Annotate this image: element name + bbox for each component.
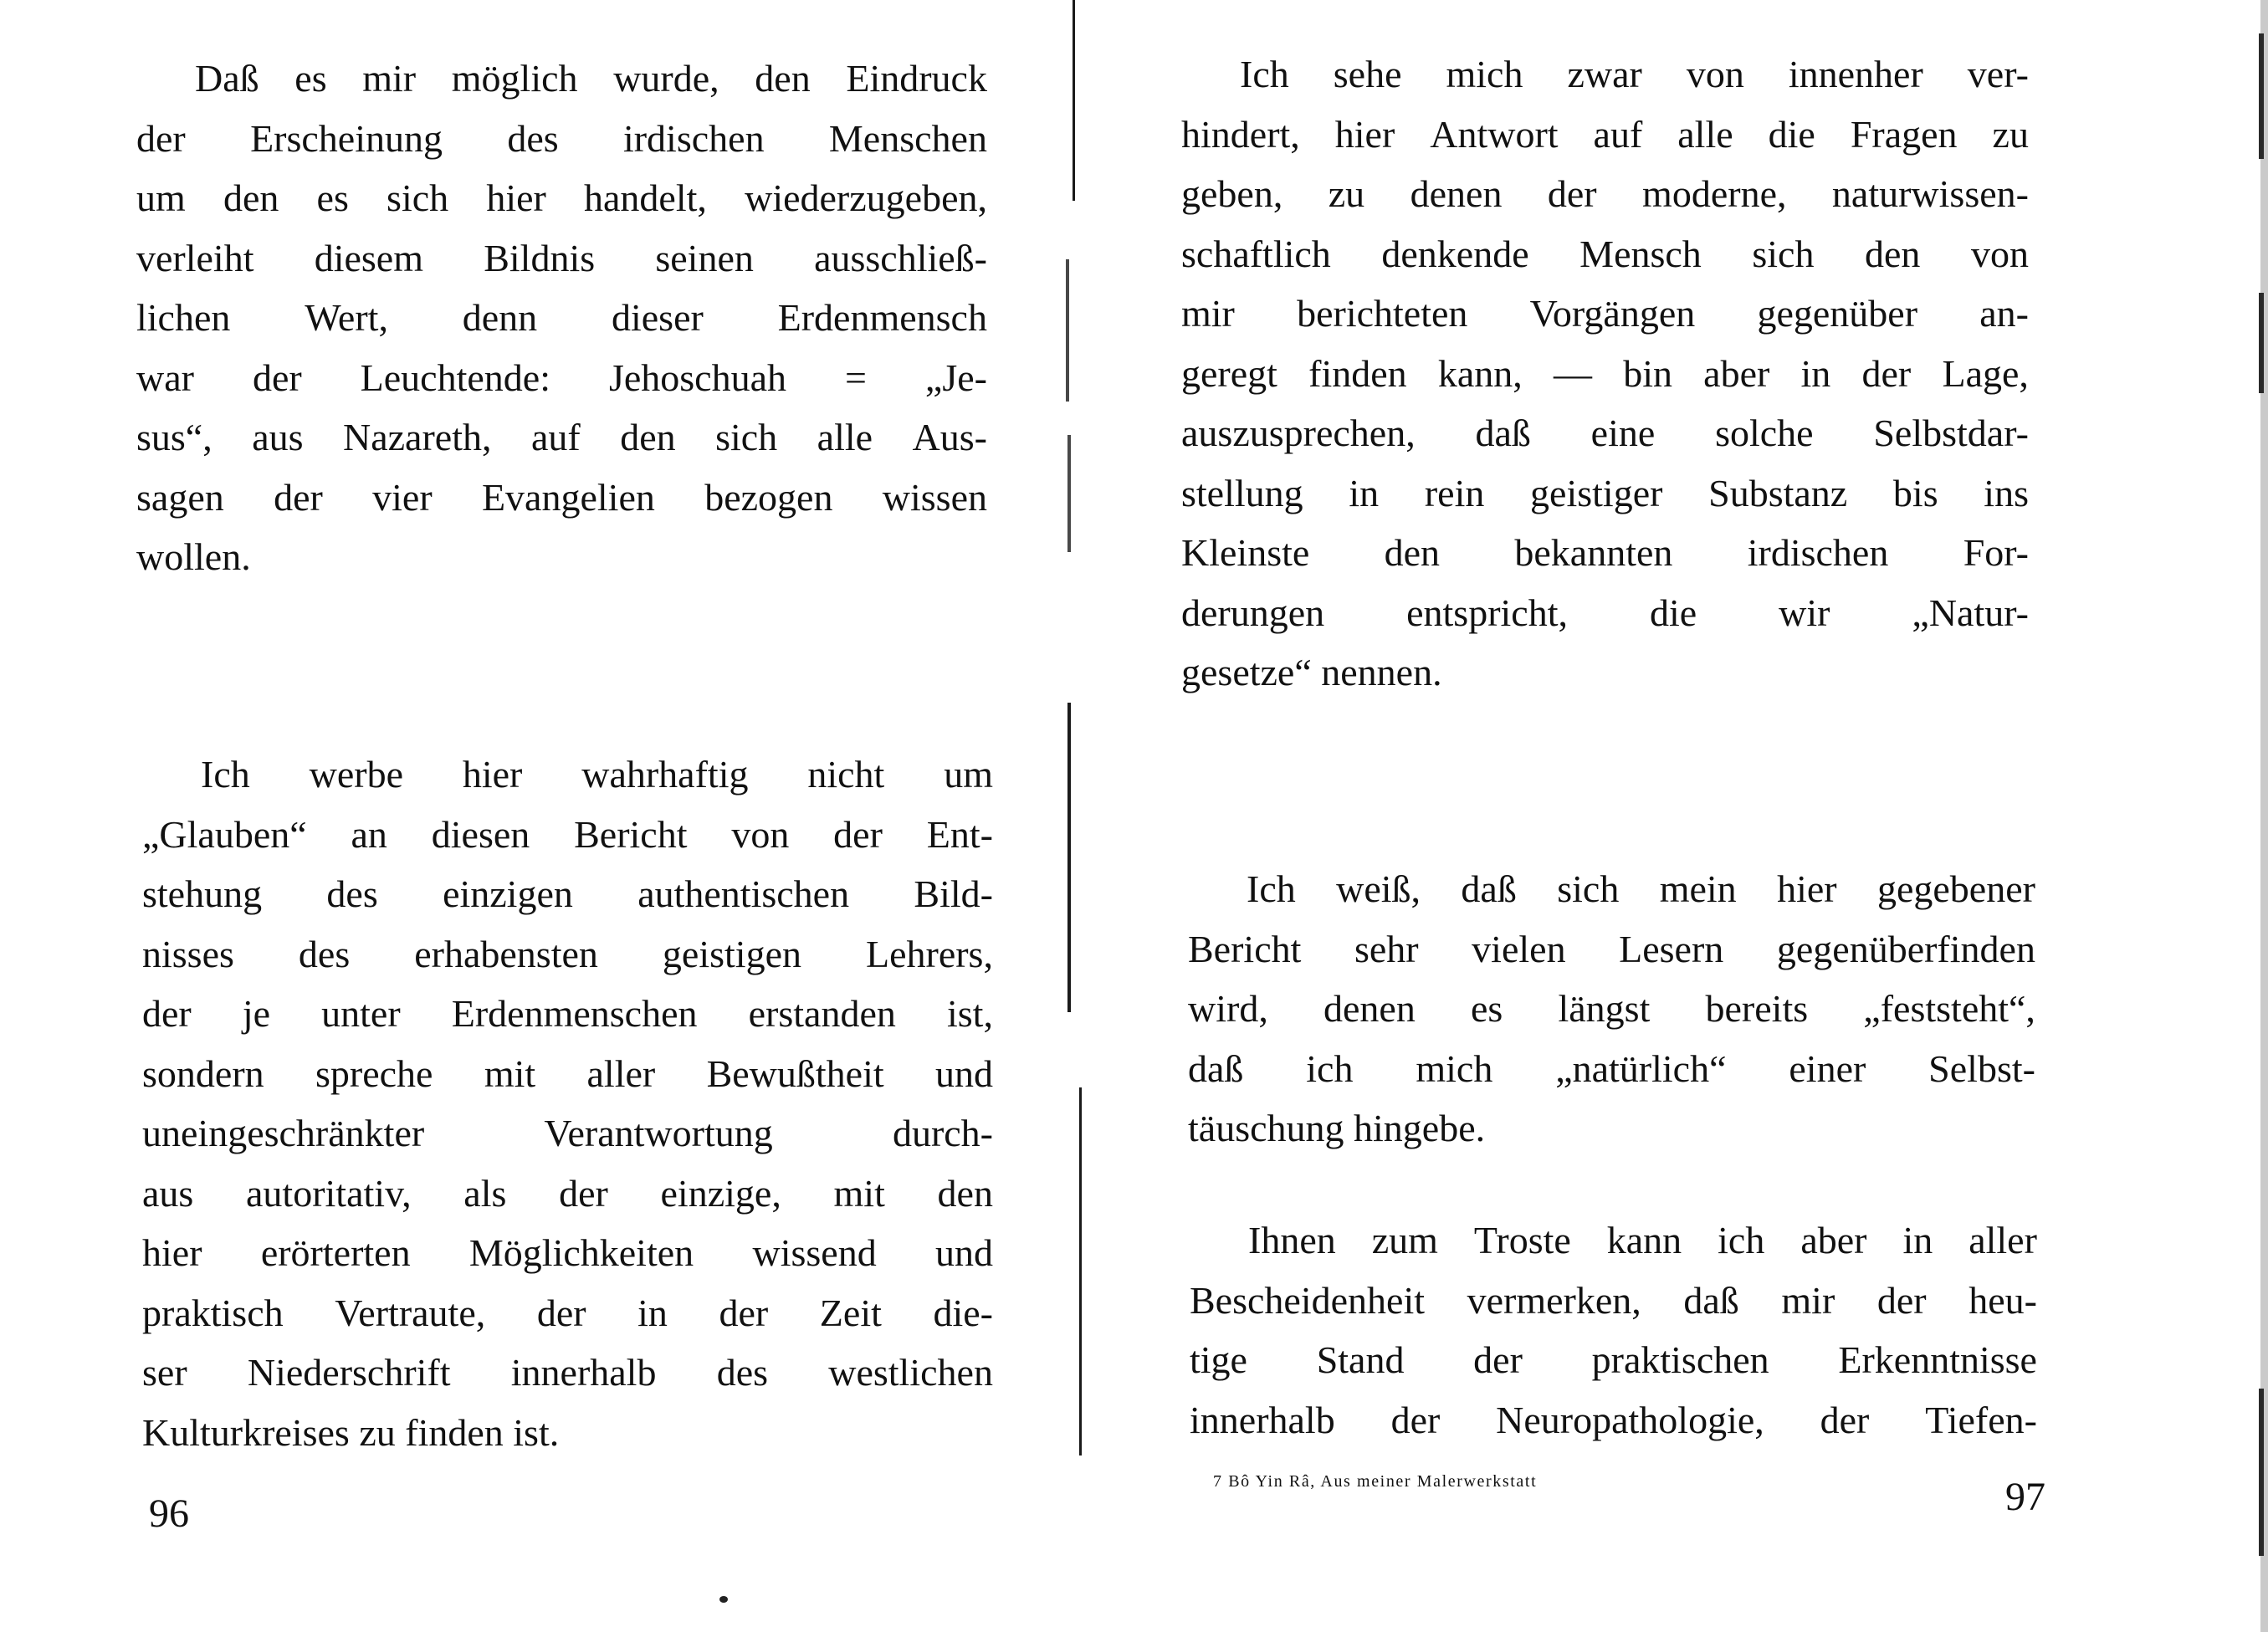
word: wissen [882,475,987,519]
word: finden [1308,351,1407,395]
word: Neuropathologie, [1496,1398,1764,1441]
word: die [1649,591,1697,634]
word: der [1861,351,1912,395]
word: Bericht [574,812,688,856]
word: auf [530,416,581,458]
word: der [1473,1338,1523,1381]
word: autoritativ, [246,1171,412,1215]
text-line [142,1223,993,1283]
word: Tiefen- [1925,1398,2037,1441]
word: stehung [142,872,263,915]
word: spreche [315,1051,433,1095]
word: vermerken, [1467,1278,1641,1322]
text-line [136,288,987,348]
word: Ich [201,753,250,796]
text-line [142,805,993,865]
word: Kleinste [1181,531,1310,574]
word: mit [833,1171,885,1215]
word: aller [1969,1219,2037,1261]
word: hier [142,1231,202,1274]
gutter-line [1066,259,1069,402]
word: „Je- [924,356,987,399]
word: Daß [195,57,259,100]
word: bezogen [704,475,833,519]
word: bis [1892,471,1938,514]
word: die- [933,1291,993,1334]
left-paragraph-1 [136,49,987,587]
word: Verantwortung [544,1112,773,1154]
text-line [1181,284,2029,344]
scan-edge [2259,1389,2264,1556]
word: sich [715,416,778,458]
word: erstanden [748,992,896,1035]
word: daß [1683,1278,1739,1322]
word: geistiger [1530,471,1663,514]
word: tige [1190,1338,1247,1381]
word: Ent- [926,812,993,856]
word: Leuchtende: [360,356,550,399]
word: innenher [1788,53,1923,95]
word: innerhalb [510,1351,657,1394]
word: den [1865,232,1921,275]
word: mein [1659,867,1737,910]
word: praktischen [1591,1338,1769,1381]
word: geregt [1181,351,1277,395]
word: wahrhaftig [581,753,749,796]
word: den [755,57,811,100]
word: Erkenntnisse [1838,1338,2037,1381]
word: moderne, [1642,172,1787,215]
right-paragraph-2 [1188,859,2035,1159]
word: — [1553,351,1592,395]
word: diesen [431,812,530,856]
text-line [142,1283,993,1343]
word: und [934,1051,993,1095]
word: der [252,356,302,399]
word: wird, [1188,987,1268,1030]
word: sehe [1333,53,1402,95]
text-line [142,1103,993,1164]
word: heu- [1969,1278,2037,1322]
text-line [142,1164,993,1224]
text-line [1181,344,2029,404]
word: ich [1718,1219,1765,1261]
word: Selbstdar- [1873,412,2029,454]
word: war [136,356,194,399]
word: einer [1789,1046,1866,1090]
word: derungen [1181,591,1325,634]
word: Mensch [1579,232,1702,275]
word: kann [1606,1219,1682,1261]
word: Ich [1240,53,1289,95]
word: auf [1593,112,1643,156]
text-line [1190,1271,2037,1331]
word: denen [1323,987,1416,1030]
word: unter [321,992,401,1035]
word: = [844,356,867,399]
text-line: wollen. [136,535,251,578]
word: Niederschrift [247,1351,451,1394]
word: mich [1416,1046,1493,1090]
word: nicht [807,753,885,796]
word: die [1768,112,1815,156]
text-line [1190,1210,2037,1271]
word: For- [1963,531,2029,574]
word: Wert, [305,296,388,339]
word: mir [362,57,417,100]
scan-edge [2260,0,2268,1632]
word: den [937,1171,993,1215]
word: kann, [1437,351,1523,395]
word: Substanz [1708,471,1848,514]
word: Aus- [912,416,987,458]
word: daß [1188,1046,1244,1090]
text-line [142,924,993,985]
word: der [136,116,186,160]
word: sagen [136,475,224,519]
word: wissend [752,1231,877,1274]
word: weiß, [1336,867,1421,910]
word: „natürlich“ [1555,1046,1727,1090]
word: Vorgängen [1529,292,1696,335]
word: hier [1334,112,1395,156]
word: irdischen [1747,531,1889,574]
text-line [142,864,993,924]
right-paragraph-3 [1190,1210,2037,1450]
word: um [136,177,186,219]
word: Evangelien [481,475,655,519]
word: der [274,475,323,519]
word: ins [1984,471,2029,514]
text-line [1181,463,2029,524]
word: Lage, [1942,351,2029,395]
text-line: Kulturkreises zu finden ist. [142,1410,560,1454]
word: geistigen [662,932,801,975]
text-line [1181,44,2029,105]
word: hier [1777,867,1837,910]
word: denen [1410,172,1503,215]
word: denkende [1381,232,1529,275]
word: Erdenmenschen [451,992,698,1035]
word: der [1547,172,1597,215]
word: durch- [892,1112,993,1154]
word: bin [1623,351,1672,395]
word: der [1390,1398,1441,1441]
right-page [1079,0,2268,1632]
scan-edge [2259,33,2264,159]
word: der [559,1171,608,1215]
word: innerhalb [1190,1398,1335,1441]
word: Erscheinung [250,116,443,160]
word: daß [1461,867,1517,910]
word: an- [1979,292,2029,335]
word: irdischen [622,116,765,160]
text-line [136,109,987,169]
word: aber [1703,351,1770,395]
word: der [142,992,192,1035]
word: den [1384,531,1441,574]
text-line [142,1044,993,1104]
word: je [242,992,271,1035]
word: den [223,177,279,219]
word: solche [1715,412,1814,454]
word: des [507,116,559,160]
page-number-right: 97 [2005,1475,2045,1519]
word: ausschließ- [814,236,987,279]
word: nisses [142,932,234,975]
word: praktisch [142,1291,284,1334]
word: Zeit [819,1291,882,1334]
word: Ihnen [1248,1219,1336,1261]
text-line [1181,105,2029,165]
gutter-line [1073,0,1075,201]
word: handelt, [584,177,707,219]
word: von [1970,232,2029,275]
word: alle [817,416,873,458]
word: zwar [1567,53,1642,95]
word: Vertraute, [335,1291,486,1334]
text-line [136,468,987,528]
text-line [1188,979,2035,1039]
word: sehr [1354,927,1419,970]
word: Bericht [1188,927,1302,970]
text-line: gesetze“ nennen. [1181,651,1442,693]
word: gegebener [1876,867,2035,910]
word: aller [586,1051,656,1095]
word: mir [1181,292,1235,335]
gutter-line [1067,435,1071,552]
text-line [1190,1390,2037,1450]
text-line [1181,403,2029,463]
word: alle [1677,112,1733,156]
text-line [1190,1330,2037,1390]
text-line [1188,1039,2035,1099]
word: vielen [1472,927,1566,970]
word: Eindruck [846,57,987,100]
word: sich [387,177,449,219]
word: mit [484,1051,536,1095]
left-paragraph-2 [142,744,993,1462]
text-line [1181,583,2029,643]
word: des [716,1351,769,1394]
word: sich [1557,867,1620,910]
word: berichteten [1297,292,1468,335]
word: wurde, [613,57,719,100]
word: schaftlich [1181,232,1331,275]
word: gegenüberfinden [1776,927,2035,970]
word: Antwort [1430,112,1559,156]
word: Bild- [914,872,993,915]
word: „Glauben“ [142,812,307,856]
right-paragraph-1 [1181,44,2029,703]
text-line [136,168,987,228]
word: zum [1371,1219,1438,1261]
word: des [326,872,378,915]
text-line [136,228,987,289]
word: der [833,812,883,856]
word: auszusprechen, [1181,412,1416,454]
word: gegenüber [1757,292,1918,335]
word: lichen [136,296,231,339]
word: Menschen [828,116,987,160]
word: geben, [1181,172,1283,215]
word: Lesern [1619,927,1724,970]
text-line [142,1343,993,1403]
word: einzigen [443,872,573,915]
word: „feststeht“, [1863,987,2035,1030]
word: Fragen [1850,112,1958,156]
word: sondern [142,1051,264,1095]
word: stellung [1181,471,1303,514]
word: authentischen [637,872,850,915]
word: von [731,812,790,856]
text-line [1181,224,2029,284]
text-line [142,984,993,1044]
word: bekannten [1514,531,1673,574]
word: sich [1752,232,1815,275]
word: Troste [1473,1219,1571,1261]
word: sus“, [136,416,212,458]
word: eine [1590,412,1656,454]
word: entspricht, [1406,591,1569,634]
word: des [298,932,351,975]
word: Selbst- [1928,1046,2035,1090]
word: Bescheidenheit [1190,1278,1426,1322]
word: westlichen [828,1351,993,1394]
word: es [294,57,327,100]
word: zu [1328,172,1365,215]
text-line [136,49,987,109]
word: daß [1475,412,1531,454]
word: Nazareth, [343,416,492,458]
text-line [136,348,987,408]
word: und [935,1231,993,1274]
left-page [0,0,1071,1632]
word: es [316,177,349,219]
footer-signature-note: 7 Bô Yin Râ, Aus meiner Malerwerkstatt [1213,1472,1538,1491]
word: werbe [309,753,403,796]
word: Bewußtheit [706,1051,884,1095]
word: seinen [655,236,754,279]
word: Jehoschuah [608,356,787,399]
text-line [142,744,993,805]
word: in [1800,351,1831,395]
word: Lehrers, [865,932,993,975]
word: dieser [611,296,704,339]
word: vier [372,475,433,519]
ink-speck [719,1596,728,1603]
word: um [944,753,993,796]
word: hier [462,753,523,796]
word: an [351,812,387,856]
word: rein [1424,471,1485,514]
word: bereits [1705,987,1809,1030]
word: längst [1558,987,1651,1030]
word: Möglichkeiten [468,1231,694,1274]
word: möglich [451,57,578,100]
word: ser [142,1351,187,1394]
word: einzige, [660,1171,781,1215]
word: uneingeschränkter [142,1112,425,1154]
word: ist, [946,992,993,1035]
word: hier [486,177,546,219]
word: erhabensten [414,932,598,975]
text-line [1188,919,2035,980]
word: mir [1781,1278,1835,1322]
word: ich [1306,1046,1354,1090]
word: Stand [1316,1338,1405,1381]
page-number-left: 96 [149,1491,189,1536]
word: wir [1779,591,1830,634]
word: der [719,1291,769,1334]
word: zu [1992,112,2029,156]
word: der [536,1291,586,1334]
word: es [1470,987,1503,1030]
word: naturwissen- [1831,172,2029,215]
word: verleiht [136,236,254,279]
word: Erdenmensch [777,296,987,339]
text-line [1181,523,2029,583]
text-line [1188,859,2035,919]
word: hindert, [1181,112,1300,156]
text-line [1181,164,2029,224]
word: von [1686,53,1744,95]
word: in [1349,471,1380,514]
word: Bildnis [484,236,596,279]
word: der [1876,1278,1927,1322]
word: den [620,416,676,458]
word: aus [142,1171,194,1215]
word: in [637,1291,668,1334]
word: Ich [1247,867,1296,910]
word: aber [1800,1219,1867,1261]
word: der [1820,1398,1870,1441]
word: wiederzugeben, [745,177,987,219]
word: denn [462,296,538,339]
scan-edge [2259,293,2264,393]
text-line: täuschung hingebe. [1188,1107,1486,1149]
word: mich [1446,53,1523,95]
word: diesem [314,236,423,279]
word: als [463,1171,507,1215]
word: aus [252,416,304,458]
word: ver- [1967,53,2029,95]
word: „Natur- [1912,591,2029,634]
word: erörterten [260,1231,411,1274]
text-line [136,407,987,468]
gutter-line [1067,703,1071,1012]
word: in [1902,1219,1933,1261]
